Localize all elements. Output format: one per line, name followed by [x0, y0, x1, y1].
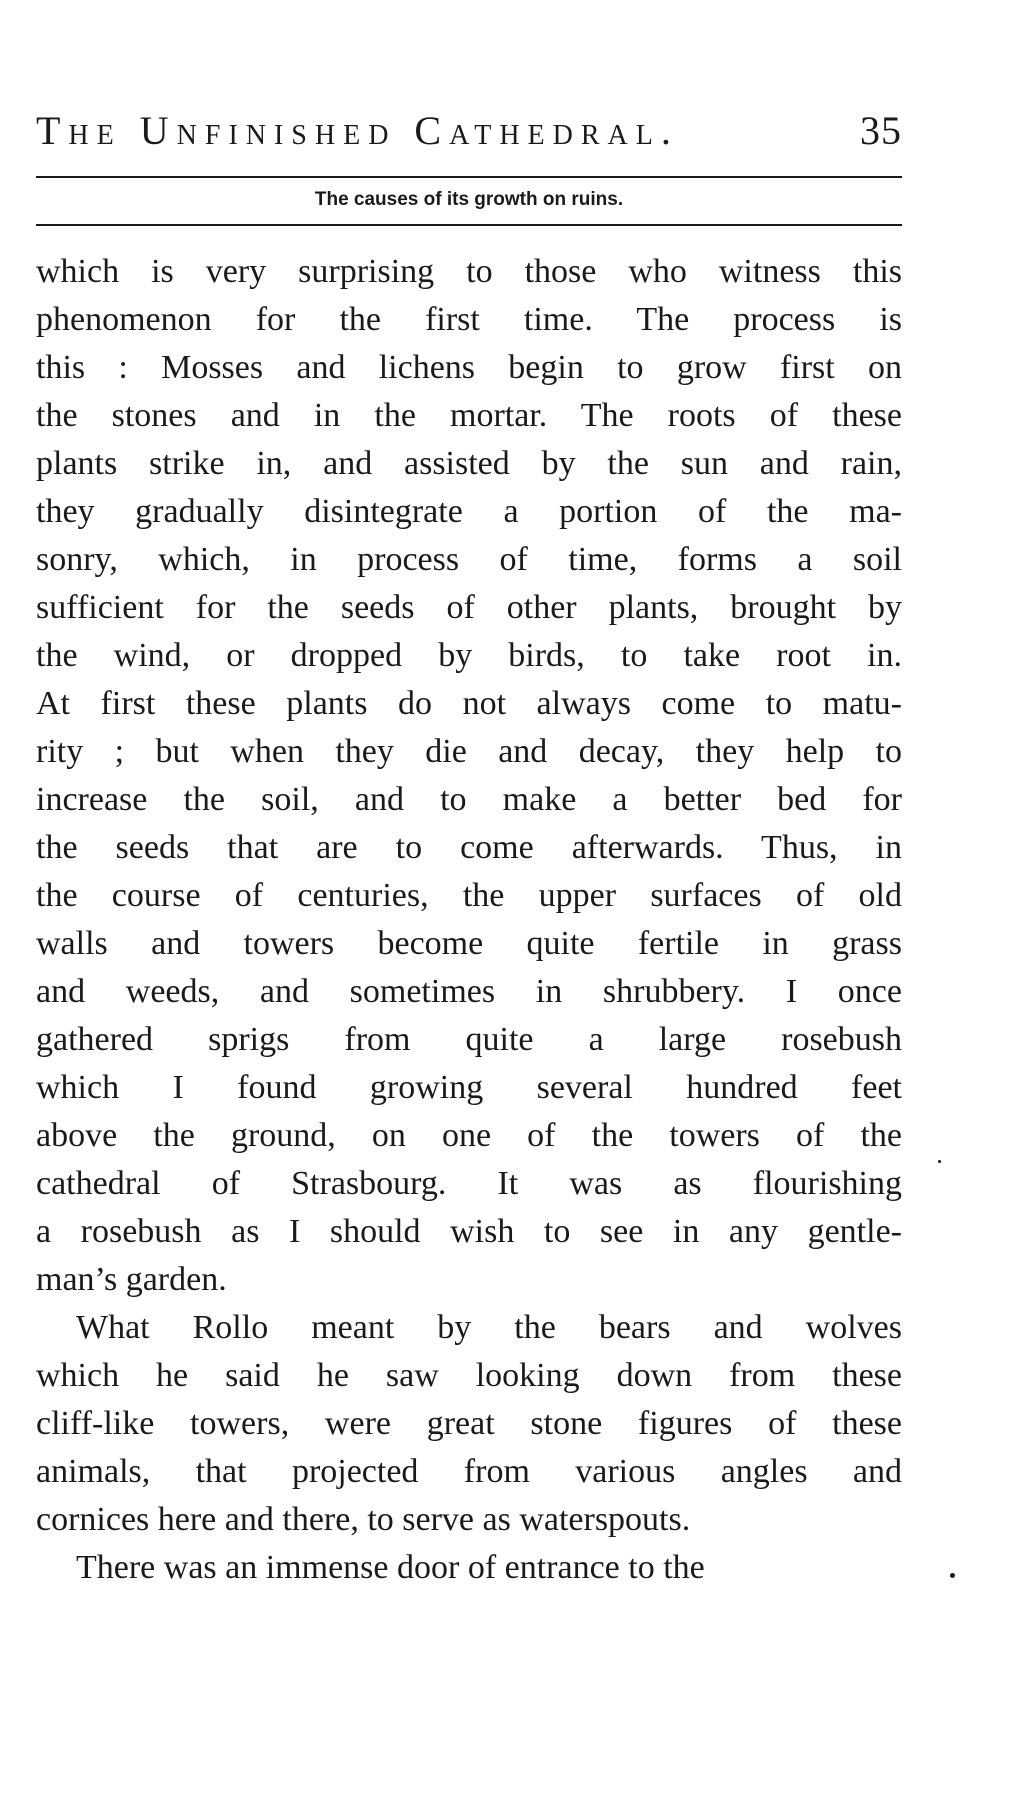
text-line: which I found growing several hundred feet — [36, 1069, 902, 1106]
running-head — [36, 100, 902, 162]
section-subtitle: The causes of its growth on ruins. — [314, 189, 624, 210]
print-speck — [950, 1573, 955, 1578]
text-line: rity ; but when they die and decay, they help to — [36, 733, 902, 770]
text-line: a rosebush as I should wish to see in any gentle- — [36, 1213, 902, 1250]
text-line: gathered sprigs from quite a large rosebush — [36, 1021, 902, 1058]
text-line: the wind, or dropped by birds, to take root in. — [36, 637, 902, 674]
text-line: the stones and in the mortar. The roots of these — [36, 397, 902, 434]
page-number: 35 — [860, 108, 902, 153]
text-line: animals, that projected from various angles and — [36, 1453, 902, 1490]
text-line: man’s garden. — [36, 1261, 227, 1298]
header-rule-bottom — [36, 224, 902, 226]
paragraph — [36, 248, 902, 1304]
header-rule-top — [36, 176, 902, 178]
text-line: walls and towers become quite fertile in grass — [36, 925, 902, 962]
text-line: There was an immense door of entrance to the — [76, 1549, 705, 1586]
running-title: The Unfinished Cathedral. — [36, 108, 679, 153]
text-line: cornices here and there, to serve as waterspouts. — [36, 1501, 691, 1538]
text-line: the seeds that are to come afterwards. Thus, in — [36, 829, 902, 866]
text-line: above the ground, on one of the towers of the — [36, 1117, 902, 1154]
book-page — [36, 100, 902, 1592]
text-line: and weeds, and sometimes in shrubbery. I once — [36, 973, 902, 1010]
text-line: cliff-like towers, were great stone figures of these — [36, 1405, 902, 1442]
text-line: increase the soil, and to make a better bed for — [36, 781, 902, 818]
text-line: which is very surprising to those who witness this — [36, 253, 902, 290]
text-line: which he said he saw looking down from these — [36, 1357, 902, 1394]
text-line: phenomenon for the first time. The process is — [36, 301, 902, 338]
body-text — [36, 248, 902, 1592]
paragraph — [36, 1304, 902, 1544]
text-line: plants strike in, and assisted by the sun and rain, — [36, 445, 902, 482]
text-line: they gradually disintegrate a portion of the ma- — [36, 493, 902, 530]
text-line: the course of centuries, the upper surfaces of old — [36, 877, 902, 914]
text-line: sufficient for the seeds of other plants, brought by — [36, 589, 902, 626]
text-line: this : Mosses and lichens begin to grow first on — [36, 349, 902, 386]
print-speck — [938, 1160, 941, 1163]
text-line: sonry, which, in process of time, forms a soil — [36, 541, 902, 578]
paragraph — [36, 1544, 902, 1592]
text-line: What Rollo meant by the bears and wolves — [76, 1309, 902, 1346]
text-line: At first these plants do not always come to matu- — [36, 685, 902, 722]
text-line: cathedral of Strasbourg. It was as flourishing — [36, 1165, 902, 1202]
